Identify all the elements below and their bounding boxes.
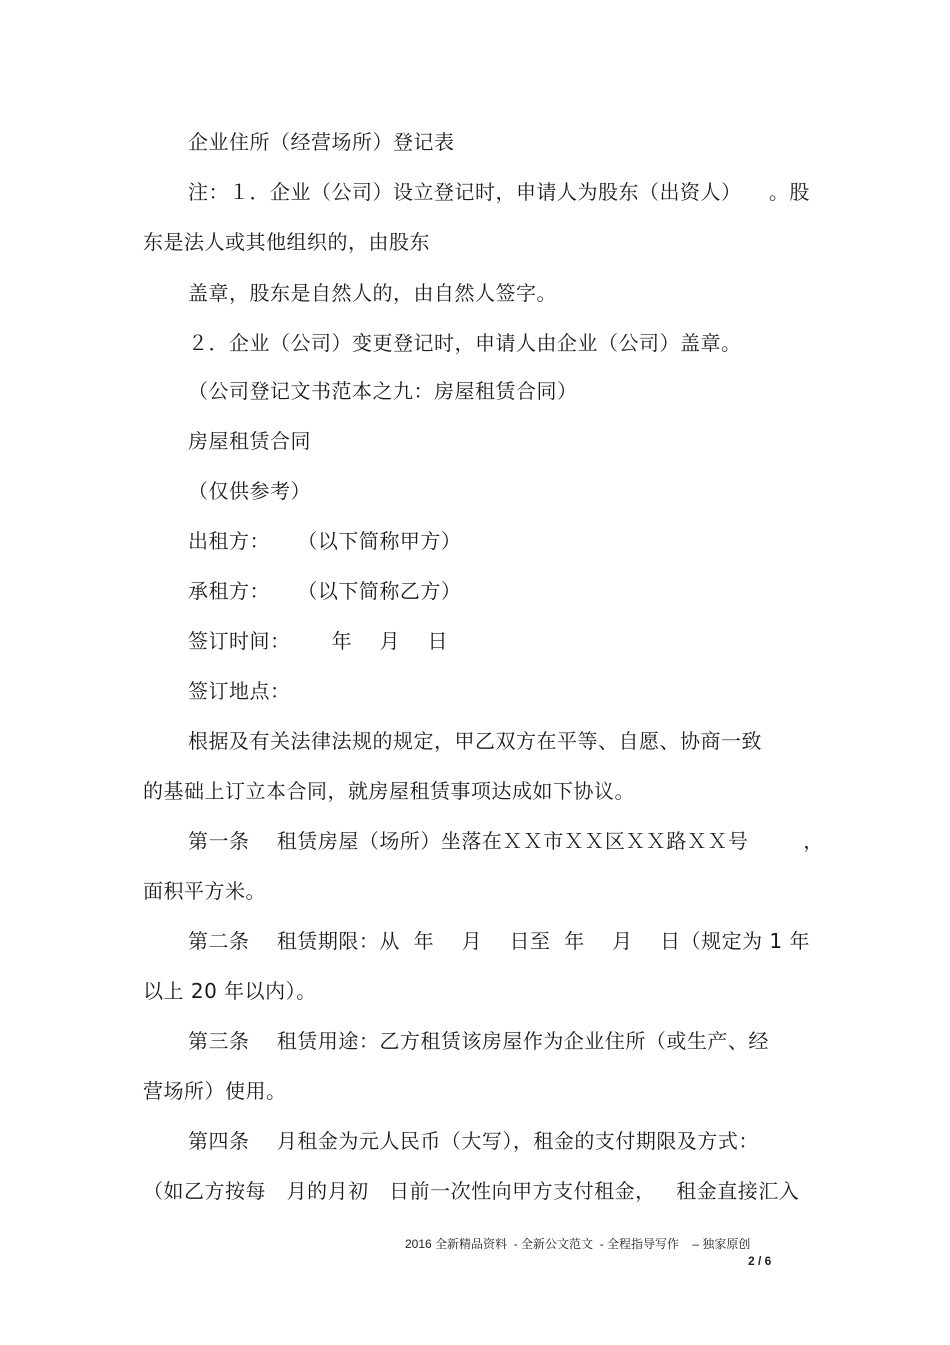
form-title: 企业住所（经营场所）登记表 — [188, 130, 455, 154]
article-1-line-1: 第一条 租赁房屋（场所）坐落在ＸＸ市ＸＸ区ＸＸ路ＸＸ号 ， — [188, 829, 824, 853]
note-line-3: 盖章，股东是自然人的，由自然人签字。 — [188, 281, 557, 305]
preamble-line-1: 根据及有关法律法规的规定，甲乙双方在平等、自愿、协商一致 — [188, 729, 762, 753]
note-line-1: 注：１．企业（公司）设立登记时，申请人为股东（出资人） 。股 — [188, 180, 810, 204]
lessor-line: 出租方： （以下简称甲方） — [188, 529, 462, 553]
article-3-line-2: 营场所）使用。 — [143, 1079, 287, 1103]
contract-title: 房屋租赁合同 — [188, 429, 311, 453]
article-4-line-2: （如乙方按每 月的月初 日前一次性向甲方支付租金， 租金直接汇入 — [143, 1179, 800, 1203]
preamble-line-2: 的基础上订立本合同，就房屋租赁事项达成如下协议。 — [143, 779, 635, 803]
reference-note: （仅供参考） — [188, 479, 311, 503]
article-3-line-1: 第三条 租赁用途：乙方租赁该房屋作为企业住所（或生产、经 — [188, 1029, 769, 1053]
page-number: 2 / 6 — [748, 1254, 772, 1268]
article-4-line-1: 第四条 月租金为元人民币（大写），租金的支付期限及方式： — [188, 1129, 759, 1153]
template-caption: （公司登记文书范本之九：房屋租赁合同） — [188, 379, 578, 403]
article-2-line-2: 以上 20 年以内）。 — [143, 979, 317, 1003]
lessee-line: 承租方： （以下简称乙方） — [188, 579, 462, 603]
article-1-line-2: 面积平方米。 — [143, 879, 266, 903]
footer-text: 2016 全新精品资料 - 全新公文范文 - 全程指导写作 – 独家原创 — [405, 1237, 751, 1251]
article-2-line-1: 第二条 租赁期限：从 年 月 日至 年 月 日（规定为 1 年 — [188, 929, 811, 953]
note-line-2: 东是法人或其他组织的，由股东 — [143, 230, 430, 254]
signing-date-line: 签订时间： 年 月 日 — [188, 629, 449, 653]
signing-place-line: 签订地点： — [188, 679, 291, 703]
note-line-4: ２．企业（公司）变更登记时，申请人由企业（公司）盖章。 — [188, 331, 742, 355]
